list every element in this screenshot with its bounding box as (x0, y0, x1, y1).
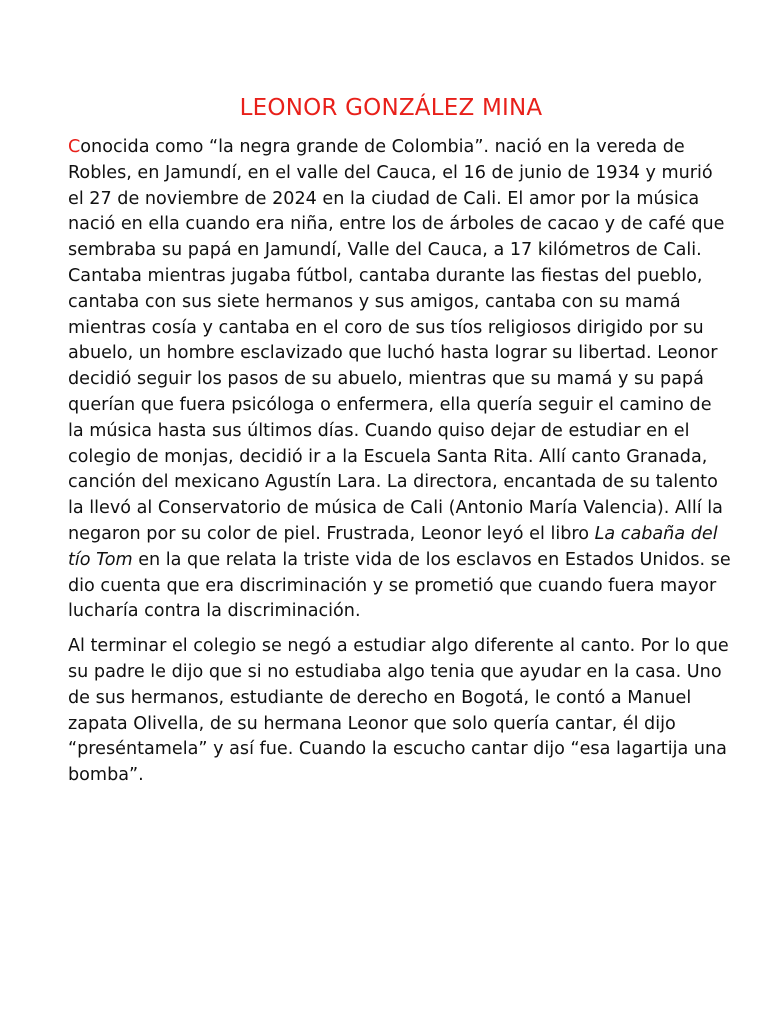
paragraph-1 (68, 135, 732, 625)
paragraph-1-text-end: en la que relata la triste vida de los esclavos en Estados Unidos. se dio cuenta que era discriminación y se prometió que cuando fuera mayor lucharía contra la discriminación. (68, 549, 731, 622)
drop-cap-letter: C (68, 137, 81, 157)
paragraph-1-text-start: onocida como “la negra grande de Colombia”. nació en la vereda de Robles, en Jamundí, en el valle del Cauca, el 16 de junio de 1934 y murió el 27 de noviembre de 2024 en la ciudad de Cali. El amor por la música nació en ella cuando era niña, entre los de árboles de cacao y de café que sembraba su papá en Jamundí, Valle del Cauca, a 17 kilómetros de Cali. Cantaba mientras jugaba fútbol, cantaba durante las fiestas del pueblo, cantaba con sus siete hermanos y sus amigos, cantaba con su mamá mientras cosía y cantaba en el coro de sus tíos religiosos dirigido por su abuelo, un hombre esclavizado que luchó hasta lograr su libertad. Leonor decidió seguir los pasos de su abuelo, mientras que su mamá y su papá querían que fuera psicóloga o enfermera, ella quería seguir el camino de la música hasta sus últimos días. Cuando quiso dejar de estudiar en el colegio de monjas, decidió ir a la Escuela Santa Rita. Allí canto Granada, canción del mexicano Agustín Lara. La directora, encantada de su talento la llevó al Conservatorio de música de Cali (Antonio María Valencia). Allí la negaron por su color de piel. Frustrada, Leonor leyó el libro (68, 137, 725, 544)
book-title-italic: La cabaña del tío Tom (68, 523, 718, 570)
document-body (68, 135, 732, 798)
paragraph-2: Al terminar el colegio se negó a estudiar algo diferente al canto. Por lo que su padre le dijo que si no estudiaba algo tenia que ayudar en la casa. Uno de sus hermanos, estudiante de derecho en Bogotá, le contó a Manuel zapata Olivella, de su hermana Leonor que solo quería cantar, él dijo “preséntamela” y así fue. Cuando la escucho cantar dijo “esa lagartija una bomba”. (68, 636, 729, 786)
document-title: LEONOR GONZÁLEZ MINA (239, 95, 543, 121)
